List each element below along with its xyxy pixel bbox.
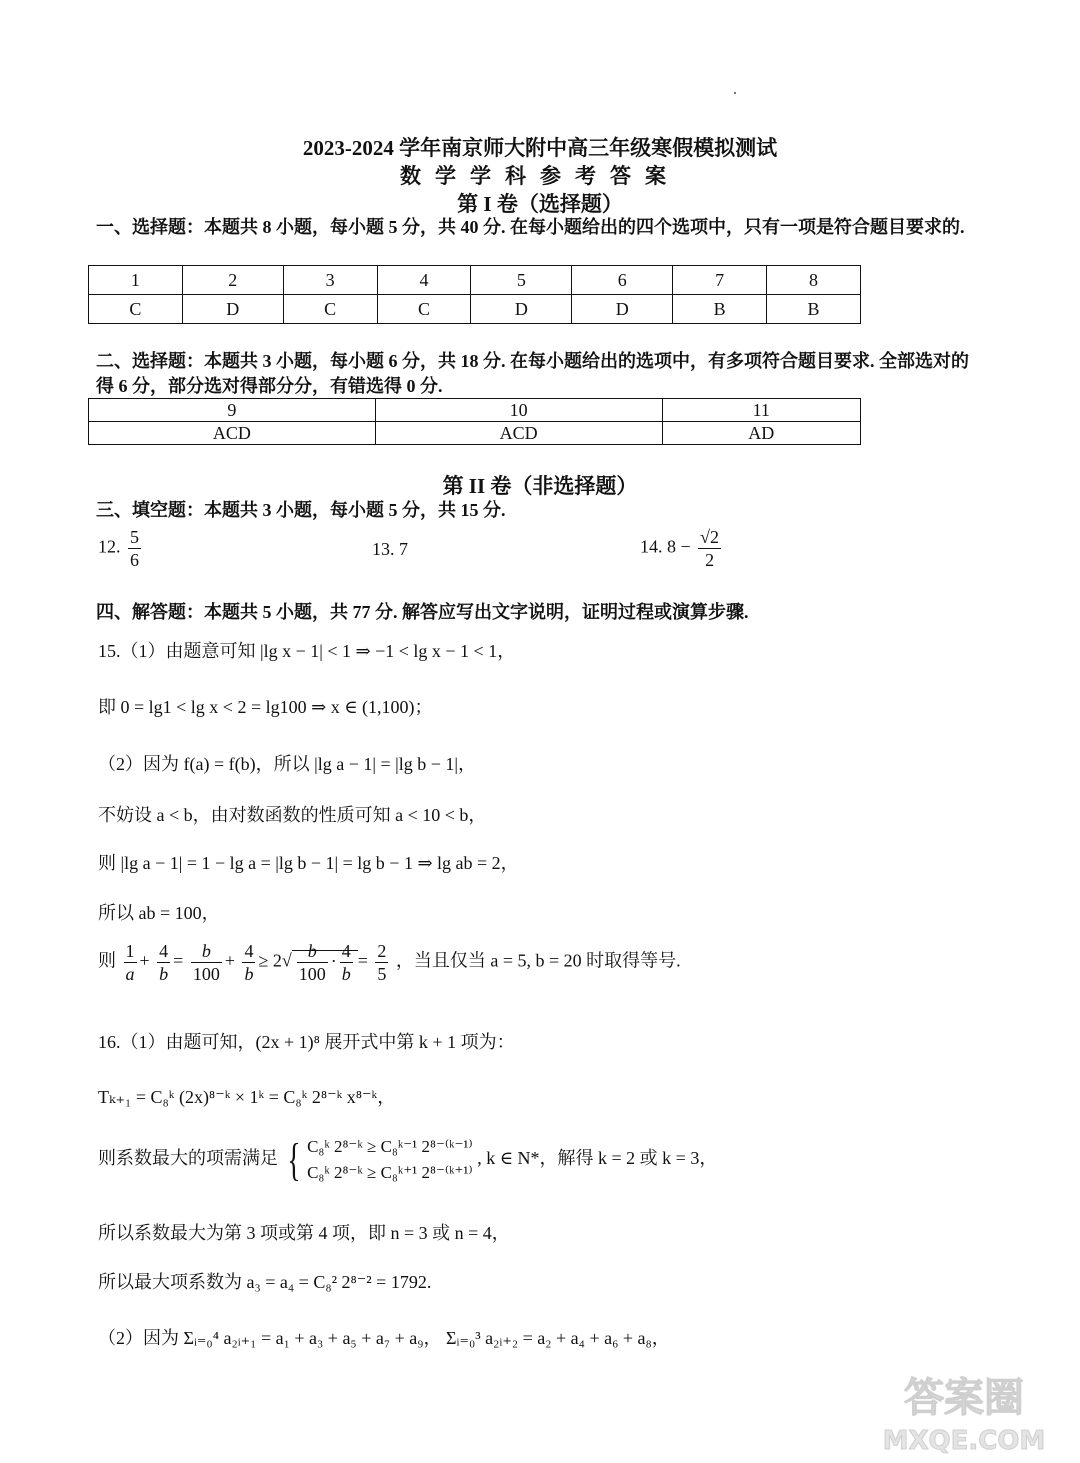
solution-line: 16.（1）由题可知，(2x + 1)⁸ 展开式中第 k + 1 项为： — [98, 1032, 515, 1052]
system-row-1: C₈ᵏ 2⁸⁻ᵏ ≥ C₈ᵏ⁻¹ 2⁸⁻⁽ᵏ⁻¹⁾ — [307, 1137, 473, 1156]
solution-line-inequality: 则 $\frac{1}{a}$ + $\frac{4}{b}$ = $\frac{b}{100}$ + $\frac{4}{b}$ ≥ 2√ $\frac{b}{100}$ · $\frac{4}{b}$ = $\frac{2}{5}$ ，当且仅当 a = 5, b = 20 时取得等号. — [98, 941, 681, 984]
solution-line: Tₖ₊₁ = C₈ᵏ (2x)⁸⁻ᵏ × 1ᵏ = C₈ᵏ 2⁸⁻ᵏ x⁸⁻ᵏ， — [98, 1087, 396, 1107]
part1-heading: 第 I 卷（选择题） — [457, 192, 623, 216]
fraction: $\frac{4}{b}$ — [341, 941, 351, 984]
fill-answer-14 — [640, 526, 724, 571]
page-subtitle: 数学学科参考答案 — [400, 164, 680, 188]
table-row — [89, 422, 861, 445]
part2-heading: 第 II 卷（非选择题） — [442, 474, 638, 498]
table-cell: D — [471, 295, 572, 324]
table-cell: 8 — [767, 266, 861, 295]
line-suffix: ，当且仅当 a = 5, b = 20 时取得等号. — [395, 950, 681, 971]
choice-answer-table-2 — [88, 398, 861, 445]
q12-numerator: 5 — [130, 527, 139, 547]
table-cell: 5 — [471, 266, 572, 295]
table-cell: 2 — [182, 266, 283, 295]
watermark-text-1: 答案圈 — [904, 1375, 1024, 1421]
fill-answer-12 — [98, 526, 144, 571]
line-prefix: 则 — [98, 950, 116, 971]
table-row — [89, 399, 861, 422]
table-cell: C — [283, 295, 377, 324]
solution-line: 不妨设 a < b，由对数函数的性质可知 a < 10 < b， — [98, 805, 487, 825]
page-title: 2023-2024 学年南京师大附中高三年级寒假模拟测试 — [302, 136, 778, 160]
fraction: $\frac{b}{100}$ — [192, 941, 220, 984]
table-cell: AD — [662, 422, 860, 445]
fraction: $\frac{4}{b}$ — [159, 941, 169, 984]
fraction: $\frac{4}{b}$ — [244, 941, 254, 984]
solution-line: 15.（1）由题意可知 |lg x − 1| < 1 ⇒ −1 < lg x − 1 < 1， — [98, 641, 516, 661]
section1-heading: 一、选择题：本题共 8 小题，每小题 5 分，共 40 分. 在每小题给出的四个选项中，只有一项是符合题目要求的. — [96, 217, 965, 237]
solution-line: （2）因为 Σᵢ₌₀⁴ a₂ᵢ₊₁ = a₁ + a₃ + a₅ + a₇ + a₉， Σᵢ₌₀³ a₂ᵢ₊₂ = a₂ + a₄ + a₆ + a₈， — [98, 1328, 670, 1348]
section2-heading: 二、选择题：本题共 3 小题，每小题 6 分，共 18 分. 在每小题给出的选项中，有多项符合题目要求. 全部选对的得 6 分，部分选对得部分分，有错选得 0 分. — [96, 351, 969, 396]
table-cell: 7 — [673, 266, 767, 295]
solution-line-system — [98, 1134, 717, 1186]
solution-line: 所以系数最大为第 3 项或第 4 项，即 n = 3 或 n = 4， — [98, 1223, 510, 1243]
q12-denominator: 6 — [130, 550, 139, 570]
scan-dot — [734, 92, 736, 94]
solution-line: 所以 ab = 100， — [98, 903, 220, 923]
watermark-text-2: MXQE.COM — [882, 1426, 1046, 1456]
table-cell: ACD — [375, 422, 662, 445]
fraction: $\frac{1}{a}$ — [125, 941, 135, 984]
table-cell: D — [572, 295, 673, 324]
system-row-2: C₈ᵏ 2⁸⁻ᵏ ≥ C₈ᵏ⁺¹ 2⁸⁻⁽ᵏ⁺¹⁾ — [307, 1163, 473, 1182]
table-row — [89, 295, 861, 324]
q12-fraction — [128, 526, 141, 571]
left-brace: { — [286, 1134, 301, 1185]
table-row — [89, 266, 861, 295]
q14-numerator: √2 — [700, 527, 720, 547]
q14-label: 14. 8 − — [640, 536, 691, 557]
table-cell: B — [673, 295, 767, 324]
line-suffix: , k ∈ N*，解得 k = 2 或 k = 3， — [477, 1148, 718, 1169]
table-cell: D — [182, 295, 283, 324]
solution-line: 即 0 = lg1 < lg x < 2 = lg100 ⇒ x ∈ (1,100)； — [98, 697, 433, 717]
table-cell: 6 — [572, 266, 673, 295]
fill-answer-13: 13. 7 — [372, 539, 408, 559]
q14-denominator: 2 — [705, 550, 715, 570]
table-cell: 10 — [375, 399, 662, 422]
choice-answer-table-1 — [88, 265, 861, 324]
table-cell: 3 — [283, 266, 377, 295]
table-cell: C — [377, 295, 471, 324]
q12-label: 12. — [98, 536, 121, 557]
fraction: $\frac{b}{100}$ — [298, 941, 326, 984]
table-cell: 4 — [377, 266, 471, 295]
solution-line: 所以最大项系数为 a₃ = a₄ = C₈² 2⁸⁻² = 1792. — [98, 1272, 432, 1292]
table-cell: 11 — [662, 399, 860, 422]
solution-line: 则 |lg a − 1| = 1 − lg a = |lg b − 1| = lg b − 1 ⇒ lg ab = 2， — [98, 853, 519, 873]
section4-heading: 四、解答题：本题共 5 小题，共 77 分. 解答应写出文字说明，证明过程或演算步骤. — [96, 602, 749, 622]
table-cell: 1 — [89, 266, 183, 295]
table-cell: C — [89, 295, 183, 324]
fraction: $\frac{2}{5}$ — [377, 941, 387, 984]
watermark-logo — [864, 1361, 1064, 1457]
line-prefix: 则系数最大的项需满足 — [98, 1148, 278, 1169]
inequality-system — [307, 1134, 473, 1186]
table-cell: 9 — [89, 399, 376, 422]
table-cell: B — [767, 295, 861, 324]
solution-line: （2）因为 f(a) = f(b)，所以 |lg a − 1| = |lg b − 1|， — [98, 754, 476, 774]
table-cell: ACD — [89, 422, 376, 445]
q14-fraction — [698, 526, 721, 571]
section3-heading: 三、填空题：本题共 3 小题，每小题 5 分，共 15 分. — [96, 500, 506, 520]
